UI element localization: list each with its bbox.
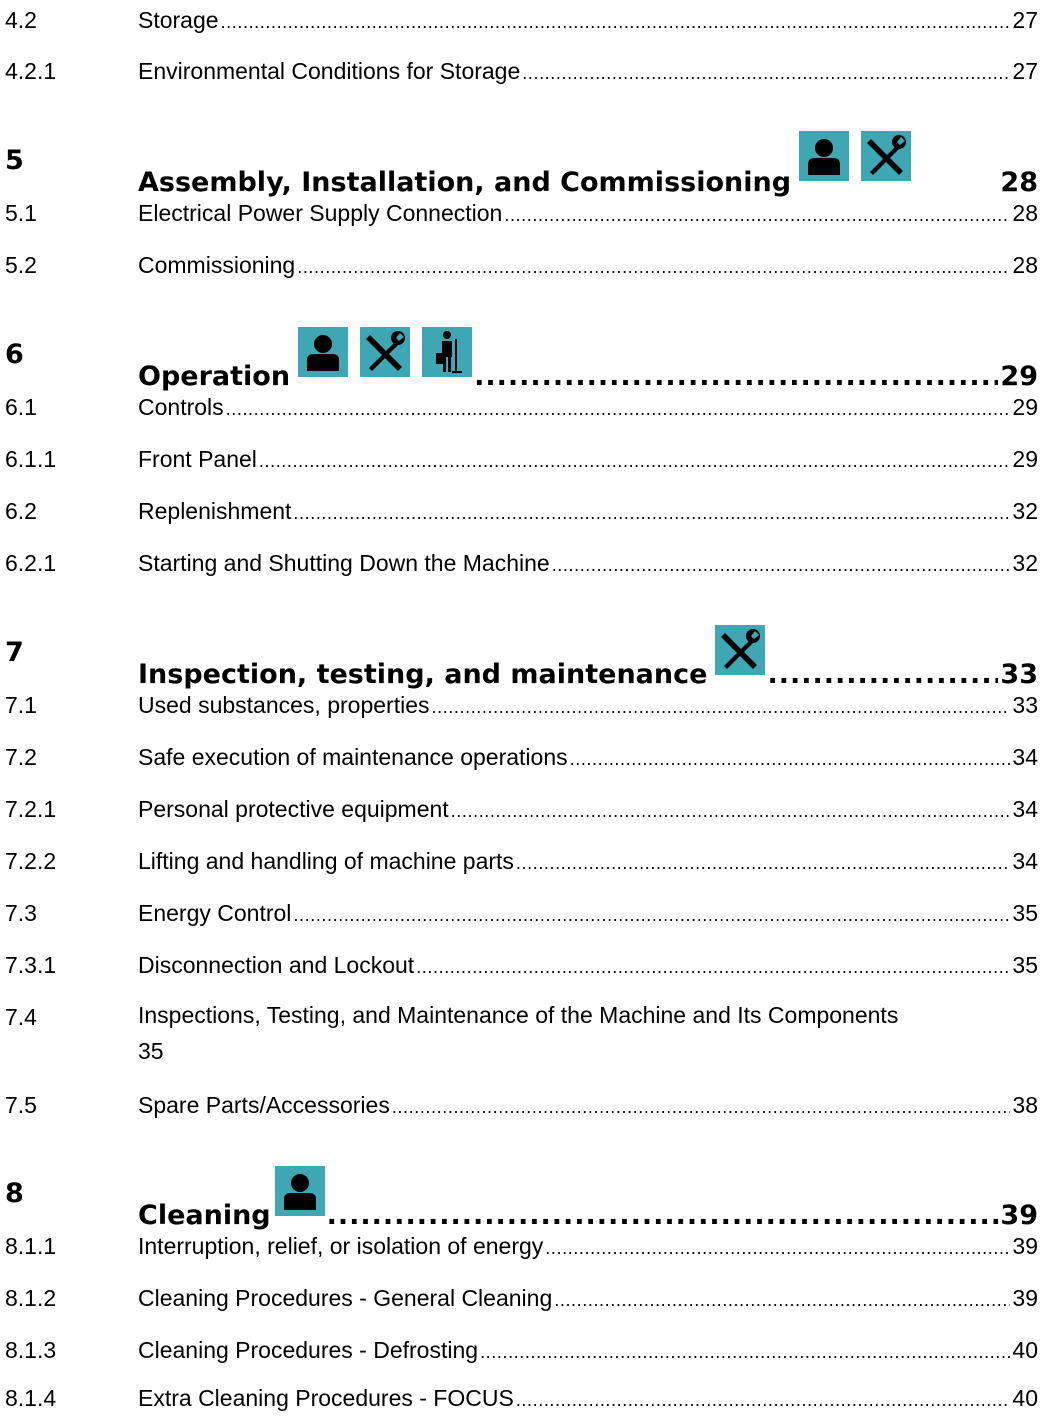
toc-title: Front Panel <box>138 446 257 472</box>
dot-leader <box>516 843 1010 883</box>
toc-entry-5-1[interactable] <box>0 193 1038 233</box>
toc-entry-6-1[interactable] <box>0 387 1038 427</box>
toc-title: Cleaning Procedures - Defrosting <box>138 1337 479 1363</box>
toc-entry-4-2[interactable] <box>0 0 1038 40</box>
toc-page: 33 <box>1012 692 1038 718</box>
dot-leader <box>259 441 1011 481</box>
dot-leader <box>554 1280 1010 1320</box>
toc-number: 5.2 <box>5 252 37 278</box>
toc-title: Personal protective equipment <box>138 796 449 822</box>
toc-entry-7-3-1[interactable] <box>0 945 1038 985</box>
toc-entry-5-2[interactable] <box>0 245 1038 285</box>
toc-page: 28 <box>1012 200 1038 226</box>
toc-page: 39 <box>1012 1285 1038 1311</box>
toc-title: Controls <box>138 394 224 420</box>
toc-page: 28 <box>1000 167 1038 198</box>
toc-number: 6.1 <box>5 394 37 420</box>
dot-leader <box>221 2 1011 42</box>
toc-number: 6.2.1 <box>5 550 57 576</box>
toc-page: 40 <box>1012 1385 1038 1411</box>
toc-number: 7.1 <box>5 692 37 718</box>
toc-entry-6-2-1[interactable] <box>0 543 1038 583</box>
toc-number: 7.3.1 <box>5 952 57 978</box>
toc-entry-7-2[interactable] <box>0 737 1038 777</box>
toc-entry-6-1-1[interactable] <box>0 439 1038 479</box>
toc-title: Operation <box>138 361 291 392</box>
toc-number: 5.1 <box>5 200 37 226</box>
toc-entry-7-2-1[interactable] <box>0 789 1038 829</box>
dot-leader <box>570 739 1011 779</box>
person-icon <box>298 327 348 377</box>
toc-number: 7.4 <box>5 1004 37 1030</box>
toc-page: 32 <box>1012 498 1038 524</box>
toc-title: Commissioning <box>138 252 296 278</box>
toc-entry-7-3[interactable] <box>0 893 1038 933</box>
toc-page: 33 <box>1000 659 1038 690</box>
toc-page: 34 <box>1012 744 1038 770</box>
person-icon <box>799 131 849 181</box>
dot-leader <box>451 791 1011 831</box>
dot-leader <box>480 1332 1010 1372</box>
person-icon <box>275 1166 325 1216</box>
dot-leader <box>293 895 1010 935</box>
toc-chapter-8[interactable] <box>0 1174 1038 1231</box>
toc-title: Cleaning Procedures - General Cleaning <box>138 1285 553 1311</box>
dot-leader <box>545 1228 1010 1268</box>
toc-number: 6.1.1 <box>5 446 57 472</box>
toc-number: 8 <box>5 1178 24 1209</box>
dot-leader <box>552 545 1011 585</box>
toc-number: 8.1.2 <box>5 1285 57 1311</box>
toc-page: 39 <box>1012 1233 1038 1259</box>
toc-entry-8-1-3[interactable] <box>0 1330 1038 1370</box>
toc-number: 8.1.1 <box>5 1233 57 1259</box>
toc-title: Storage <box>138 7 219 33</box>
toc-entry-7-2-2[interactable] <box>0 841 1038 881</box>
toc-page: 35 <box>138 1038 164 1064</box>
dot-leader <box>522 53 1010 93</box>
toc-page: 34 <box>1012 796 1038 822</box>
toc-chapter-7[interactable] <box>0 633 1038 690</box>
toc-title: Disconnection and Lockout <box>138 952 415 978</box>
toc-entry-7-1[interactable] <box>0 685 1038 725</box>
dot-leader <box>226 389 1011 429</box>
toc-page: 35 <box>1012 900 1038 926</box>
toc-number: 6 <box>5 339 24 370</box>
toc-title: Used substances, properties <box>138 692 430 718</box>
toc-title: Cleaning <box>138 1200 271 1231</box>
dot-leader <box>293 493 1010 533</box>
toc-chapter-5[interactable] <box>0 141 1038 198</box>
toc-number: 8.1.3 <box>5 1337 57 1363</box>
toc-number: 7 <box>5 637 24 668</box>
toc-page: 28 <box>1012 252 1038 278</box>
dot-leader <box>432 687 1011 727</box>
dot-leader <box>297 247 1010 287</box>
toc-page: 29 <box>1012 394 1038 420</box>
toc-title: Environmental Conditions for Storage <box>138 58 521 84</box>
toc-entry-4-2-1[interactable] <box>0 51 1038 91</box>
dot-leader <box>504 195 1010 235</box>
tools-icon <box>715 625 765 675</box>
toc-title: Spare Parts/Accessories <box>138 1092 390 1118</box>
toc-title: Starting and Shutting Down the Machine <box>138 550 550 576</box>
toc-number: 7.2.2 <box>5 848 57 874</box>
toc-title: Inspections, Testing, and Maintenance of the Machine and Its Components <box>138 1002 899 1028</box>
toc-entry-6-2[interactable] <box>0 491 1038 531</box>
toc-page: 29 <box>1012 446 1038 472</box>
dot-leader <box>416 947 1010 987</box>
toc-entry-8-1-4[interactable] <box>0 1378 1038 1418</box>
toc-number: 8.1.4 <box>5 1385 57 1411</box>
toc-number: 7.2.1 <box>5 796 57 822</box>
toc-entry-7-4[interactable] <box>0 997 1038 1073</box>
tools-icon <box>360 327 410 377</box>
toc-number: 5 <box>5 145 24 176</box>
cleaner-icon <box>422 327 472 377</box>
toc-page: 39 <box>1000 1200 1038 1231</box>
toc-number: 4.2.1 <box>5 58 57 84</box>
toc-title: Interruption, relief, or isolation of energy <box>138 1233 544 1259</box>
toc-page: 27 <box>1012 7 1038 33</box>
toc-number: 7.3 <box>5 900 37 926</box>
toc-page: 27 <box>1012 58 1038 84</box>
toc-page: 29 <box>1000 361 1038 392</box>
toc-entry-7-5[interactable] <box>0 1085 1038 1125</box>
toc-page: 35 <box>1012 952 1038 978</box>
toc-chapter-6[interactable] <box>0 335 1038 392</box>
toc-number: 6.2 <box>5 498 37 524</box>
tools-icon <box>861 131 911 181</box>
toc-page: 40 <box>1012 1337 1038 1363</box>
toc-page: 32 <box>1012 550 1038 576</box>
toc-title: Replenishment <box>138 498 292 524</box>
toc-number: 4.2 <box>5 7 37 33</box>
toc-title: Safe execution of maintenance operations <box>138 744 568 770</box>
toc-entry-8-1-2[interactable] <box>0 1278 1038 1318</box>
toc-page: 38 <box>1012 1092 1038 1118</box>
toc-page: 34 <box>1012 848 1038 874</box>
toc-title: Lifting and handling of machine parts <box>138 848 514 874</box>
toc-number: 7.2 <box>5 744 37 770</box>
dot-leader <box>516 1380 1011 1420</box>
toc-title: Assembly, Installation, and Commissioning <box>138 167 792 198</box>
toc-title: Extra Cleaning Procedures - FOCUS <box>138 1385 514 1411</box>
toc-title: Inspection, testing, and maintenance <box>138 659 708 690</box>
toc-entry-8-1-1[interactable] <box>0 1226 1038 1266</box>
toc-title: Electrical Power Supply Connection <box>138 200 503 226</box>
dot-leader <box>392 1087 1011 1127</box>
toc-title: Energy Control <box>138 900 292 926</box>
toc-number: 7.5 <box>5 1092 37 1118</box>
